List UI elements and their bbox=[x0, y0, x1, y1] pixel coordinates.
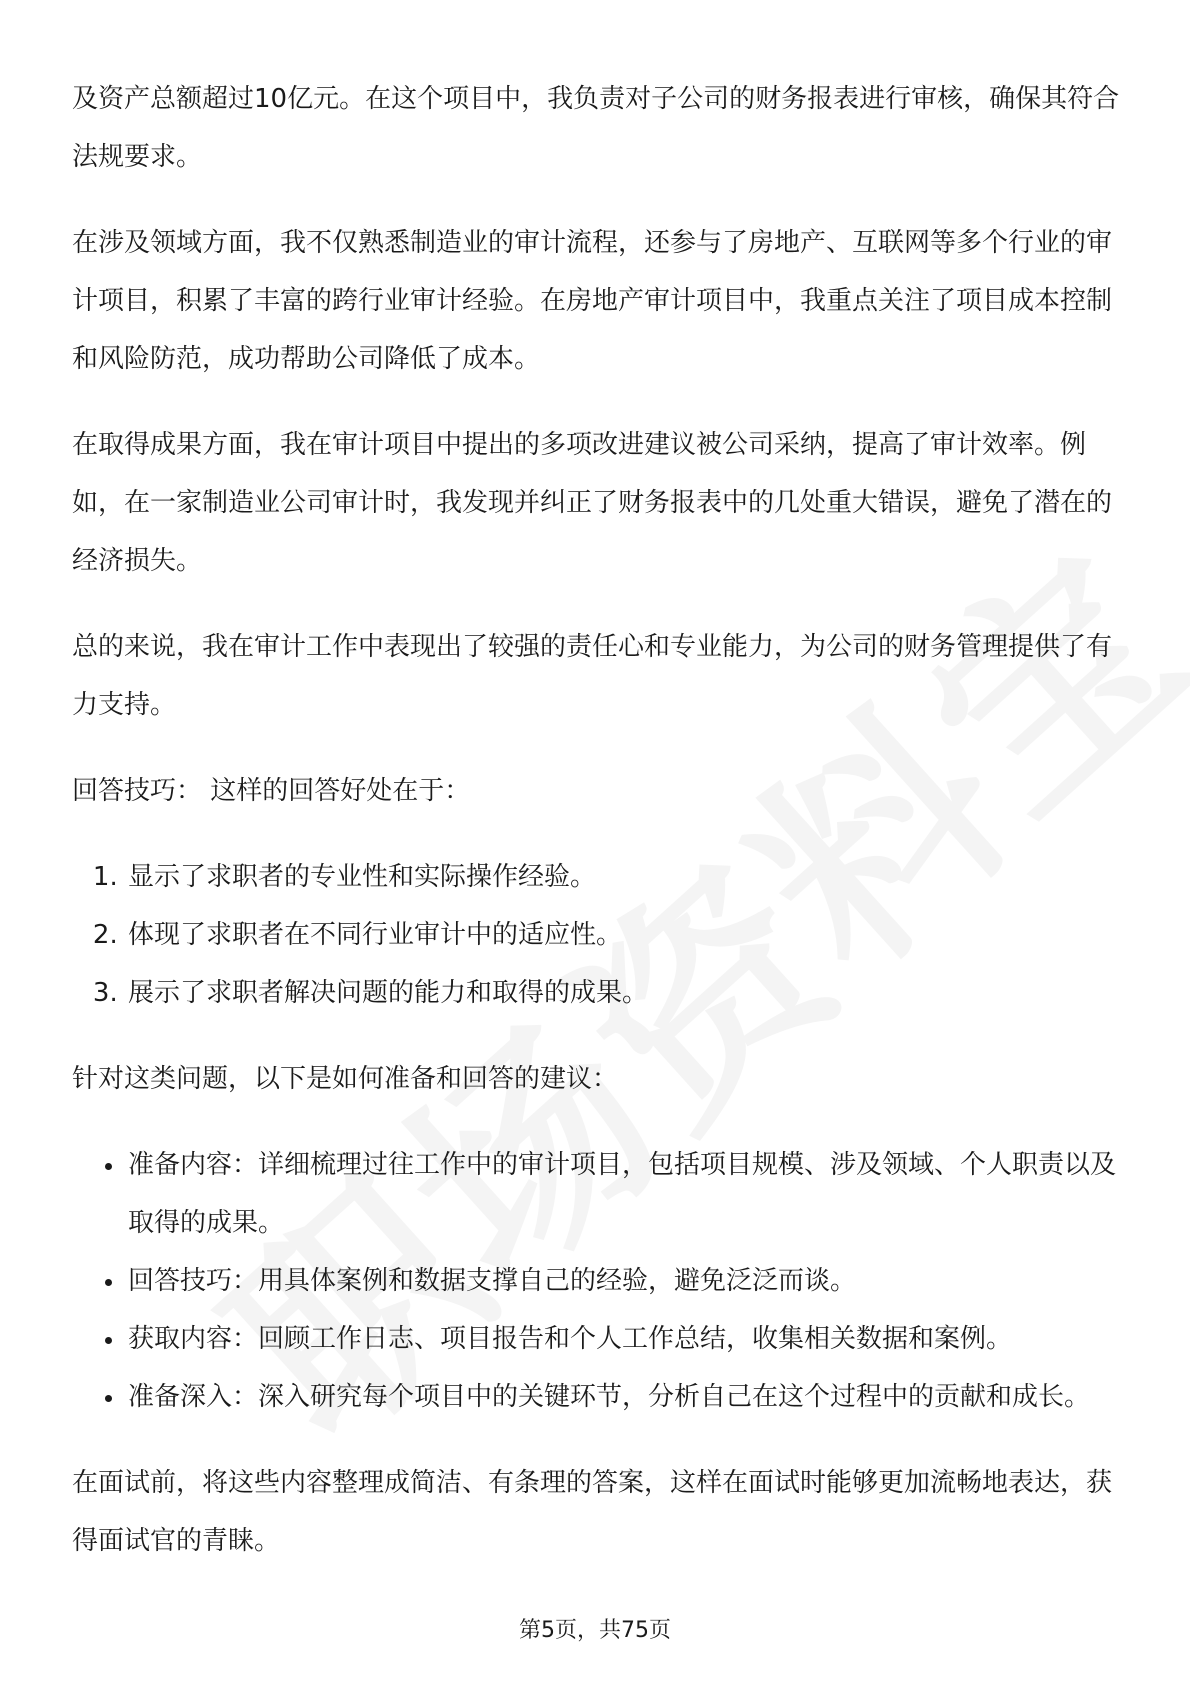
paragraph-results: 在取得成果方面，我在审计项目中提出的多项改进建议被公司采纳，提高了审计效率。例如，在一家制造业公司审计时，我发现并纠正了财务报表中的几处重大错误，避免了潜在的经济损失。 bbox=[72, 430, 1113, 576]
list-item: 1. 显示了求职者的专业性和实际操作经验。 bbox=[126, 848, 1122, 906]
list-item: 2. 体现了求职者在不同行业审计中的适应性。 bbox=[126, 906, 1122, 964]
list-item: • 获取内容：回顾工作日志、项目报告和个人工作总结，收集相关数据和案例。 bbox=[126, 1310, 1122, 1368]
paragraph-domains: 在涉及领域方面，我不仅熟悉制造业的审计流程，还参与了房地产、互联网等多个行业的审计项目，积累了丰富的跨行业审计经验。在房地产审计项目中，我重点关注了项目成本控制和风险防范，成功帮助公司降低了成本。 bbox=[72, 228, 1113, 374]
page-indicator: 第5页，共75页 bbox=[519, 1618, 671, 1643]
advice-bullet-list bbox=[72, 1136, 1122, 1426]
document-body bbox=[72, 70, 1122, 1598]
paragraph-closing: 在面试前，将这些内容整理成简洁、有条理的答案，这样在面试时能够更加流畅地表达，获得面试官的青睐。 bbox=[72, 1468, 1113, 1556]
list-item: • 回答技巧：用具体案例和数据支撑自己的经验，避免泛泛而谈。 bbox=[126, 1252, 1122, 1310]
list-item: 3. 展示了求职者解决问题的能力和取得的成果。 bbox=[126, 964, 1122, 1022]
paragraph-summary: 总的来说，我在审计工作中表现出了较强的责任心和专业能力，为公司的财务管理提供了有力支持。 bbox=[72, 632, 1113, 720]
benefits-numbered-list bbox=[72, 848, 1122, 1022]
list-item: • 准备内容：详细梳理过往工作中的审计项目，包括项目规模、涉及领域、个人职责以及取得的成果。 bbox=[126, 1136, 1122, 1252]
paragraph-advice-intro: 针对这类问题，以下是如何准备和回答的建议： bbox=[72, 1064, 619, 1094]
paragraph-asset-scale: 及资产总额超过10亿元。在这个项目中，我负责对子公司的财务报表进行审核，确保其符合法规要求。 bbox=[72, 84, 1120, 172]
list-item: • 准备深入：深入研究每个项目中的关键环节，分析自己在这个过程中的贡献和成长。 bbox=[126, 1368, 1122, 1426]
paragraph-answer-tips: 回答技巧： 这样的回答好处在于： bbox=[72, 776, 471, 806]
